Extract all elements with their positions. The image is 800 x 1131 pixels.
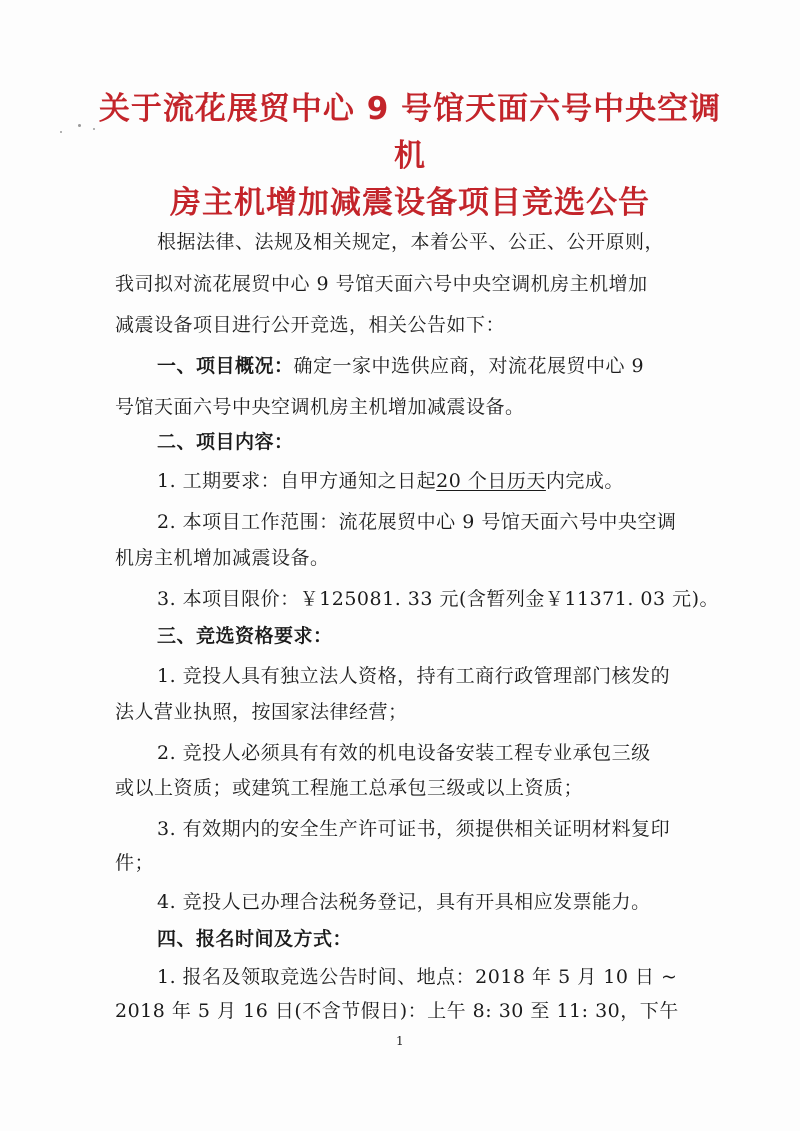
section-1-heading: 一、项目概况： — [157, 355, 294, 377]
scan-speck — [78, 124, 81, 127]
section-3-item-2-line-2: 或以上资质；或建筑工程施工总承包三级或以上资质； — [115, 777, 584, 799]
section-3-item-3-line-2: 件； — [115, 852, 155, 874]
section-3-item-4: 4. 竞投人已办理合法税务登记，具有开具相应发票能力。 — [157, 891, 651, 913]
section-2-item-2-line-2: 机房主机增加减震设备。 — [115, 547, 330, 569]
title-line-1: 关于流花展贸中心 9 号馆天面六号中央空调机 — [98, 91, 722, 174]
section-4-item-1-line-2: 2018 年 5 月 16 日(不含节假日)：上午 8: 30 至 11: 30，下午 — [115, 1000, 679, 1022]
section-2-heading: 二、项目内容： — [157, 431, 294, 453]
section-2-item-1 — [157, 469, 717, 493]
intro-line-2: 我司拟对流花展贸中心 9 号馆天面六号中央空调机房主机增加 — [115, 273, 648, 295]
section-1-text: 确定一家中选供应商，对流花展贸中心 9 — [293, 355, 645, 377]
intro-line-3: 减震设备项目进行公开竞选，相关公告如下： — [115, 314, 506, 336]
item-1-suffix: 内完成。 — [545, 470, 624, 492]
intro-line-1: 根据法律、法规及相关规定，本着公平、公正、公开原则， — [157, 231, 665, 253]
duration-underlined: 20 个日历天 — [436, 470, 546, 492]
section-3-heading: 三、竞选资格要求： — [157, 625, 333, 647]
section-3-item-3-line-1: 3. 有效期内的安全生产许可证书，须提供相关证明材料复印 — [157, 818, 671, 840]
section-1-line-2: 号馆天面六号中央空调机房主机增加减震设备。 — [115, 396, 525, 418]
scan-speck — [60, 131, 62, 133]
section-3-item-1-line-1: 1. 竞投人具有独立法人资格，持有工商行政管理部门核发的 — [157, 665, 671, 687]
section-2-item-2-line-1: 2. 本项目工作范围：流花展贸中心 9 号馆天面六号中央空调 — [157, 511, 677, 533]
section-3-item-2-line-1: 2. 竞投人必须具有有效的机电设备安装工程专业承包三级 — [157, 742, 651, 764]
section-4-item-1-line-1: 1. 报名及领取竞选公告时间、地点：2018 年 5 月 10 日 ~ — [157, 966, 678, 988]
section-3-item-1-line-2: 法人营业执照，按国家法律经营； — [115, 701, 408, 723]
item-1-text: 1. 工期要求：自甲方通知之日起 — [157, 470, 437, 492]
section-2-item-3: 3. 本项目限价：￥125081. 33 元(含暂列金￥11371. 03 元)。 — [157, 588, 720, 610]
title-line-2: 房主机增加减震设备项目竞选公告 — [170, 185, 650, 221]
page-number: 1 — [396, 1034, 404, 1048]
section-4-heading: 四、报名时间及方式： — [157, 928, 353, 950]
section-1-line-1 — [157, 354, 717, 378]
document-title — [90, 86, 730, 227]
